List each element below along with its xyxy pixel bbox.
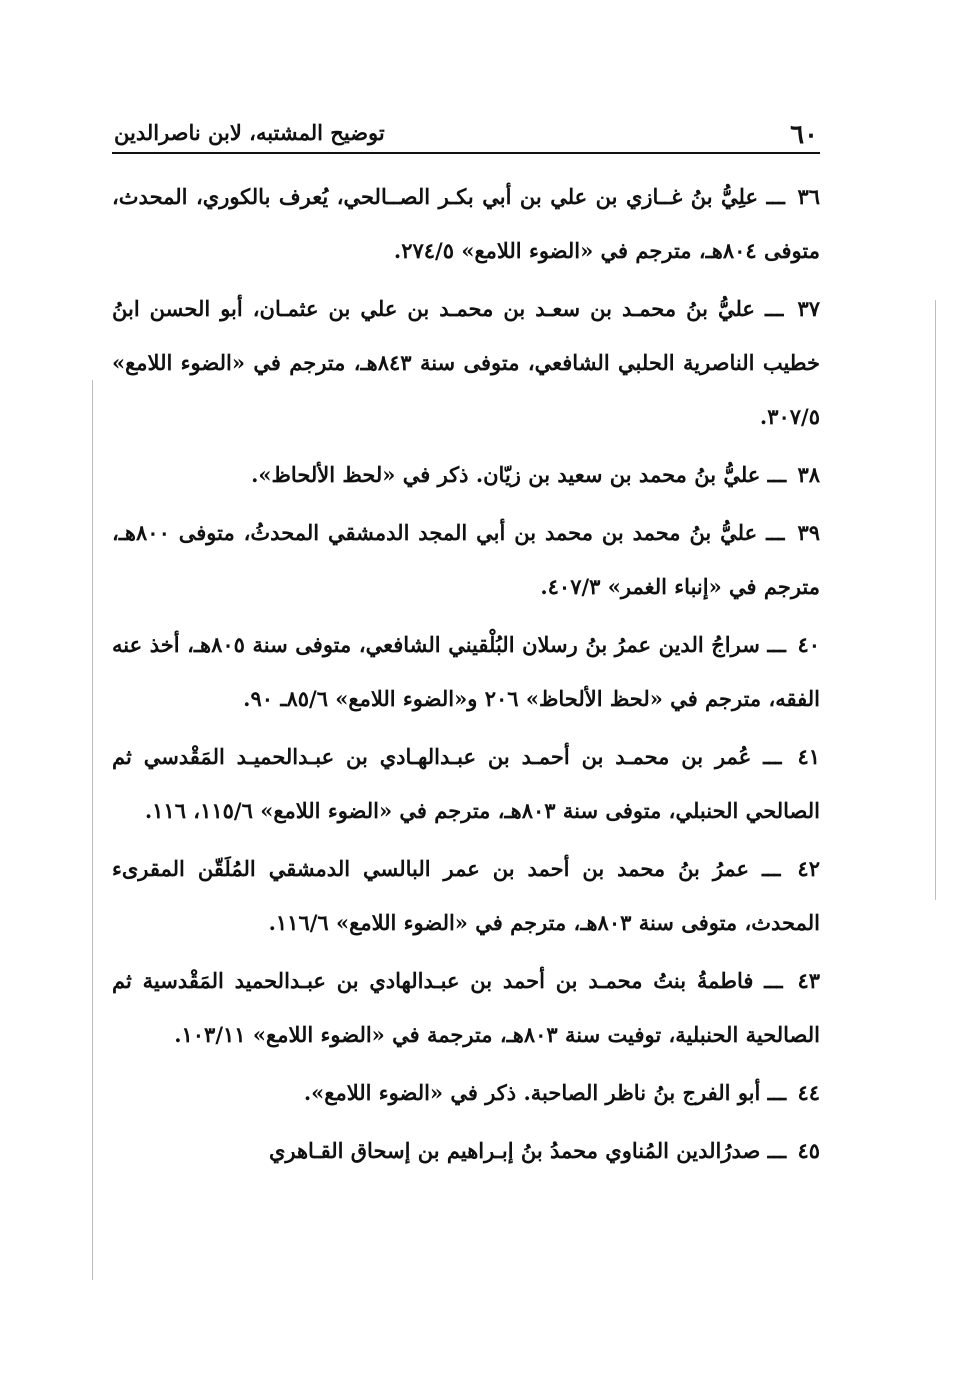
entry-text: أبو الفرج بنُ ناظر الصاحبة. ذكر في «الضوء اللامع». (303, 1080, 761, 1105)
entry-number: ٣٧ (797, 296, 820, 321)
scan-mark (935, 300, 936, 900)
entry-number: ٣٨ (797, 462, 820, 487)
entry-40: ٤٠ ـــ سراجُ الدين عمرُ بنُ رسلان البُلْقيني الشافعي، متوفى سنة ٨٠٥هـ، أخذ عنه الفقه، مترجم في «لحظ الألحاظ» ٢٠٦ و«الضوء اللامع» ٨٥/٦ـ ٩٠. (112, 632, 820, 711)
entry-number: ٣٩ (797, 520, 820, 545)
entry-44: ٤٤ ـــ أبو الفرج بنُ ناظر الصاحبة. ذكر في «الضوء اللامع». (303, 1080, 820, 1105)
entry-37: ٣٧ ـــ عليُّ بنُ محمـد بن سعـد بن محمـد بن علي بن عثمـان، أبو الحسن ابنُ خطيب الناصرية الحلبي الشافعي، متوفى سنة ٨٤٣هـ، مترجم في «الضوء اللامع» ٣٠٧/٥. (112, 296, 820, 429)
entry-text: عمرُ بنُ محمد بن أحمد بن عمر البالسي الدمشقي المُلَقّن المقرىء المحدث، متوفى سنة ٨٠٣هـ، مترجم في «الضوء اللامع» ١١٦/٦. (112, 856, 820, 935)
entry-number: ٤٤ (797, 1080, 820, 1105)
page-header (112, 112, 820, 154)
entry-text: عليُّ بنُ محمد بن محمد بن أبي المجد الدمشقي المحدثُ، متوفى ٨٠٠هـ، مترجم في «إنباء الغمر» ٤٠٧/٣. (112, 520, 820, 599)
entry-number: ٣٦ (797, 184, 820, 209)
entry-41: ٤١ ـــ عُمر بن محمـد بن أحمـد بن عبـدالهـادي بن عبـدالحميـد المَقْدسي ثم الصالحي الحنبلي، متوفى سنة ٨٠٣هـ، مترجم في «الضوء اللامع» ١١٥/٦، ١١٦. (112, 744, 820, 823)
entry-text: سراجُ الدين عمرُ بنُ رسلان البُلْقيني الشافعي، متوفى سنة ٨٠٥هـ، أخذ عنه الفقه، مترجم في «لحظ الألحاظ» ٢٠٦ و«الضوء اللامع» ٨٥/٦ـ ٩٠. (112, 632, 820, 711)
entry-text: صدرُالدين المُناوي محمدُ بنُ إبـراهيم بن إسحاق القـاهري (268, 1138, 761, 1163)
entry-38: ٣٨ ـــ عليُّ بنُ محمد بن سعيد بن زيّان. ذكر في «لحظ الألحاظ». (251, 462, 820, 487)
entry-text: عليُّ بنُ محمد بن سعيد بن زيّان. ذكر في «لحظ الألحاظ». (251, 462, 761, 487)
running-title: توضيح المشتبه، لابن ناصرالدين (114, 120, 385, 145)
entry-text: عُمر بن محمـد بن أحمـد بن عبـدالهـادي بن عبـدالحميـد المَقْدسي ثم الصالحي الحنبلي، متوفى سنة ٨٠٣هـ، مترجم في «الضوء اللامع» ١١٥/٦، ١١٦. (112, 744, 820, 823)
entry-43: ٤٣ ـــ فاطمةُ بنتُ محمـد بن أحمد بن عبـدالهادي بن عبـدالحميد المَقْدسية ثم الصالحية الحنبلية، توفيت سنة ٨٠٣هـ، مترجمة في «الضوء اللامع» ١٠٣/١١. (112, 968, 820, 1047)
body-text (112, 170, 820, 1182)
entry-number: ٤٢ (797, 856, 820, 881)
scan-mark (92, 380, 93, 1280)
entry-39: ٣٩ ـــ عليُّ بنُ محمد بن محمد بن أبي المجد الدمشقي المحدثُ، متوفى ٨٠٠هـ، مترجم في «إنباء الغمر» ٤٠٧/٣. (112, 520, 820, 599)
entry-42: ٤٢ ـــ عمرُ بنُ محمد بن أحمد بن عمر البالسي الدمشقي المُلَقّن المقرىء المحدث، متوفى سنة ٨٠٣هـ، مترجم في «الضوء اللامع» ١١٦/٦. (112, 856, 820, 935)
entry-number: ٤٠ (797, 632, 820, 657)
page-number: ٦٠ (790, 120, 818, 150)
entry-45: ٤٥ ـــ صدرُالدين المُناوي محمدُ بنُ إبـراهيم بن إسحاق القـاهري (268, 1138, 820, 1163)
entry-text: عليُّ بنُ محمـد بن سعـد بن محمـد بن علي بن عثمـان، أبو الحسن ابنُ خطيب الناصرية الحلبي الشافعي، متوفى سنة ٨٤٣هـ، مترجم في «الضوء اللامع» ٣٠٧/٥. (112, 296, 820, 429)
entry-number: ٤٥ (797, 1138, 820, 1163)
entry-text: علِيُّ بنُ غــازي بن علي بن أبي بكـر الصــالحي، يُعرف بالكوري، المحدث، متوفى ٨٠٤هـ، مترجم في «الضوء اللامع» ٢٧٤/٥. (112, 184, 820, 263)
entry-number: ٤١ (797, 744, 820, 769)
entry-text: فاطمةُ بنتُ محمـد بن أحمد بن عبـدالهادي بن عبـدالحميد المَقْدسية ثم الصالحية الحنبلية، توفيت سنة ٨٠٣هـ، مترجمة في «الضوء اللامع» ١٠٣/١١. (112, 968, 820, 1047)
entry-number: ٤٣ (797, 968, 820, 993)
entry-36: ٣٦ ـــ علِيُّ بنُ غــازي بن علي بن أبي بكـر الصــالحي، يُعرف بالكوري، المحدث، متوفى ٨٠٤هـ، مترجم في «الضوء اللامع» ٢٧٤/٥. (112, 184, 820, 263)
